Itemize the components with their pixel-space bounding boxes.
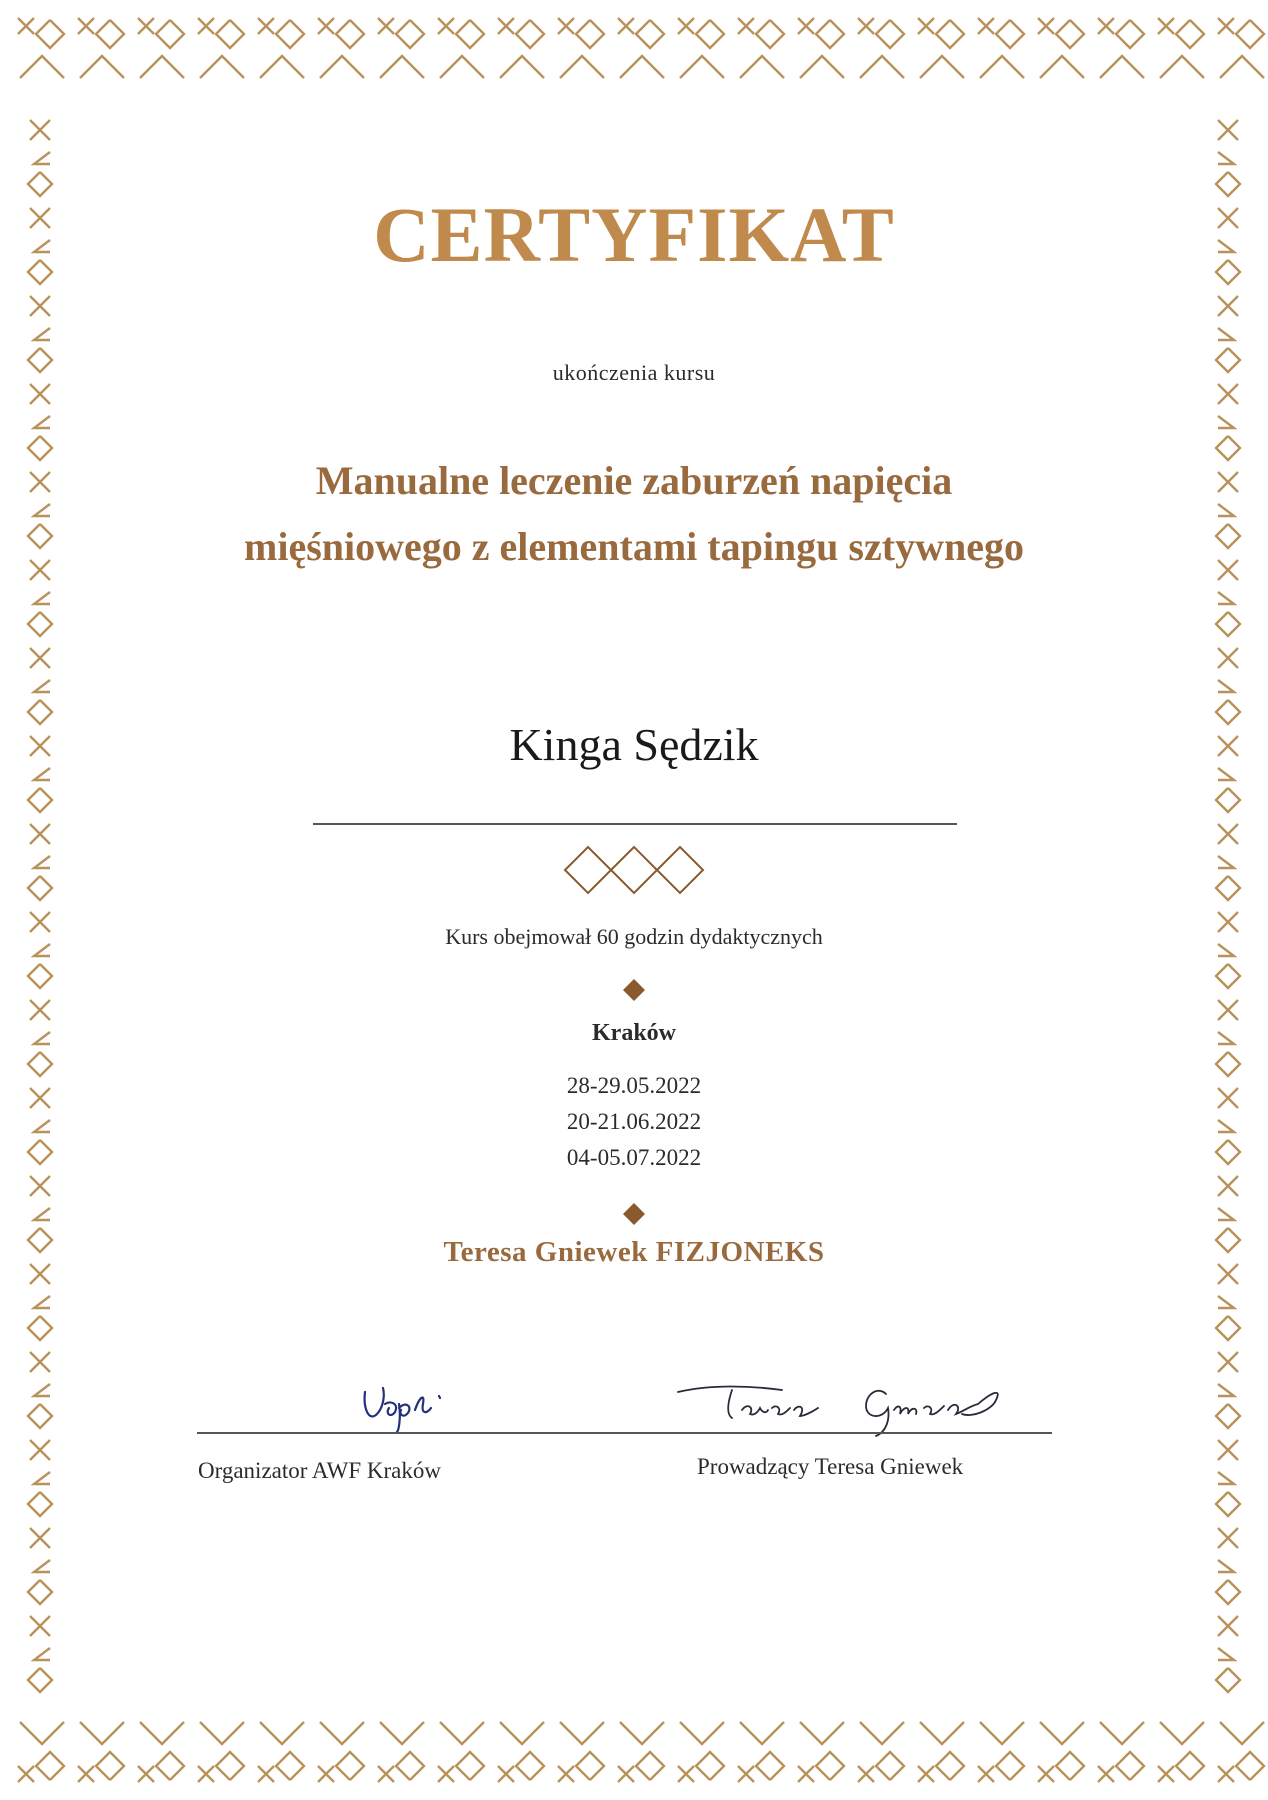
course-dates [0,1068,1268,1176]
course-city: Kraków [592,1020,676,1046]
course-hours: Kurs obejmował 60 godzin dydaktycznych [445,924,823,949]
diamond-bullet-icon [622,1202,646,1226]
course-date: 20-21.06.2022 [566,1109,702,1134]
course-date: 28-29.05.2022 [566,1073,702,1098]
course-title [0,448,1268,580]
course-organizer: Teresa Gniewek FIZJONEKS [443,1236,825,1268]
course-title-line-2: mięśniowego z elementami tapingu sztywnego [244,524,1024,569]
diamond-bullet-icon [622,978,646,1002]
certificate-subtitle: ukończenia kursu [552,360,716,385]
course-date: 04-05.07.2022 [566,1145,702,1170]
signature-line [197,1432,1052,1434]
certificate-title: CERTYFIKAT [373,191,895,278]
triple-diamond-ornament [563,845,705,895]
course-title-line-1: Manualne leczenie zaburzeń napięcia [315,458,953,503]
organizer-label: Organizator AWF Kraków [198,1458,442,1483]
signature-right [672,1370,1052,1440]
recipient-name: Kinga Sędzik [509,719,759,770]
recipient-underline [313,823,957,825]
signature-left [355,1374,465,1434]
instructor-label: Prowadzący Teresa Gniewek [697,1454,964,1479]
